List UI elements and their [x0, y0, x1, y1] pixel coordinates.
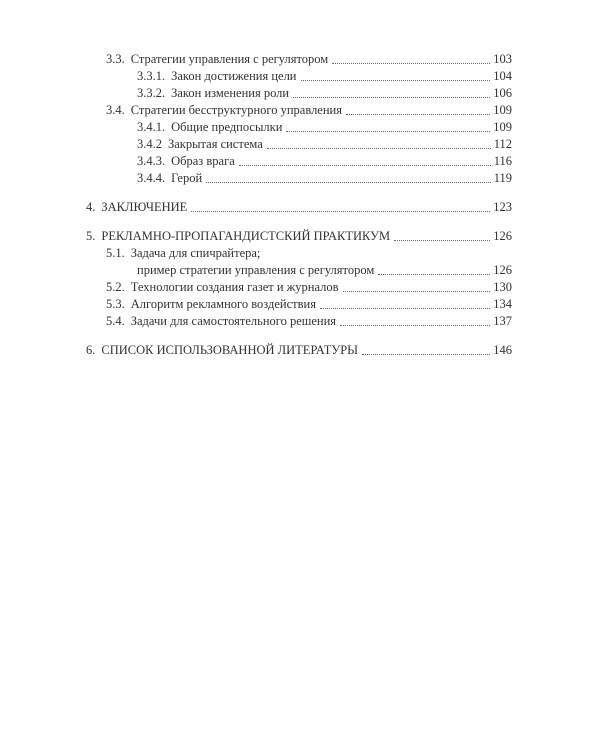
toc-entry-number: 3.4.2: [137, 137, 162, 151]
dot-leader: [239, 165, 491, 166]
dot-leader: [320, 308, 490, 309]
toc-entry-page: 126: [493, 263, 512, 277]
toc-entry-3-3[interactable]: [106, 52, 512, 67]
toc-entry-page: 123: [493, 200, 512, 214]
dot-leader: [362, 354, 490, 355]
dot-leader: [378, 274, 490, 275]
toc-entry-title: Технологии создания газет и журналов: [130, 280, 339, 294]
toc-entry-5-3[interactable]: [106, 297, 512, 312]
toc-entry-number: 3.3.2.: [137, 86, 166, 100]
toc-entry-number: 3.3.1.: [137, 69, 166, 83]
dot-leader: [343, 291, 491, 292]
toc-entry-page: 112: [493, 137, 512, 151]
toc-entry-title: СПИСОК ИСПОЛЬЗОВАННОЙ ЛИТЕРАТУРЫ: [101, 343, 359, 357]
toc-entry-title: РЕКЛАМНО-ПРОПАГАНДИСТСКИЙ ПРАКТИКУМ: [101, 229, 391, 243]
toc-entry-3-4-2[interactable]: [137, 137, 512, 152]
toc-entry-number: 5.3.: [106, 297, 125, 311]
toc-entry-5-1-line2[interactable]: [137, 263, 512, 278]
toc-entry-number: 3.4.3.: [137, 154, 166, 168]
toc-entry-page: 130: [493, 280, 512, 294]
toc-entry-3-3-2[interactable]: [137, 86, 512, 101]
toc-entry-number: 6.: [86, 343, 96, 357]
toc-entry-title: Алгоритм рекламного воздействия: [130, 297, 316, 311]
toc-entry-5-2[interactable]: [106, 280, 512, 295]
toc-entry-number: 3.3.: [106, 52, 125, 66]
toc-entry-title: ЗАКЛЮЧЕНИЕ: [101, 200, 188, 214]
toc-entry-title: Задача для спичрайтера;: [130, 246, 261, 260]
toc-entry-3-4[interactable]: [106, 103, 512, 118]
dot-leader: [191, 211, 490, 212]
dot-leader: [394, 240, 490, 241]
toc-entry-page: 119: [493, 171, 512, 185]
dot-leader: [346, 114, 490, 115]
toc-entry-number: 5.1.: [106, 246, 125, 260]
toc-entry-title: Закрытая система: [168, 137, 263, 151]
toc-entry-5-4[interactable]: [106, 314, 512, 329]
toc-entry-5-1-line1[interactable]: [106, 246, 512, 261]
dot-leader: [293, 97, 490, 98]
toc-entry-3-3-1[interactable]: [137, 69, 512, 84]
dot-leader: [340, 325, 490, 326]
toc-entry-page: 109: [493, 120, 512, 134]
toc-entry-title: Герой: [171, 171, 203, 185]
toc-entry-title: пример стратегии управления с регулятором: [137, 263, 375, 277]
toc-entry-page: 146: [493, 343, 512, 357]
toc-entry-5[interactable]: [86, 229, 512, 244]
toc-entry-number: 3.4.4.: [137, 171, 166, 185]
toc-entry-page: 134: [493, 297, 512, 311]
toc-entry-title: Задачи для самостоятельного решения: [130, 314, 337, 328]
toc-entry-page: 126: [493, 229, 512, 243]
toc-entry-page: 116: [493, 154, 512, 168]
dot-leader: [267, 148, 491, 149]
toc-entry-title: Закон изменения роли: [171, 86, 290, 100]
toc-entry-title: Образ врага: [171, 154, 235, 168]
toc-entry-title: Общие предпосылки: [171, 120, 283, 134]
toc-entry-3-4-3[interactable]: [137, 154, 512, 169]
dot-leader: [286, 131, 490, 132]
toc-entry-title: Закон достижения цели: [171, 69, 297, 83]
toc-entry-3-4-4[interactable]: [137, 171, 512, 186]
toc-entry-3-4-1[interactable]: [137, 120, 512, 135]
toc-entry-page: 109: [493, 103, 512, 117]
dot-leader: [301, 80, 491, 81]
toc-entry-number: 5.: [86, 229, 96, 243]
toc-entry-page: 104: [493, 69, 512, 83]
toc-entry-6[interactable]: [86, 343, 512, 358]
toc-entry-number: 4.: [86, 200, 96, 214]
dot-leader: [332, 63, 490, 64]
toc-entry-page: 103: [493, 52, 512, 66]
toc-entry-4[interactable]: [86, 200, 512, 215]
toc-entry-title: Стратегии управления с регулятором: [130, 52, 329, 66]
toc-entry-number: 5.4.: [106, 314, 125, 328]
toc-entry-number: 5.2.: [106, 280, 125, 294]
toc-entry-number: 3.4.1.: [137, 120, 166, 134]
toc-entry-title: Стратегии бесструктурного управления: [130, 103, 342, 117]
toc-entry-page: 106: [493, 86, 512, 100]
dot-leader: [206, 182, 491, 183]
toc-entry-number: 3.4.: [106, 103, 125, 117]
toc-entry-page: 137: [493, 314, 512, 328]
